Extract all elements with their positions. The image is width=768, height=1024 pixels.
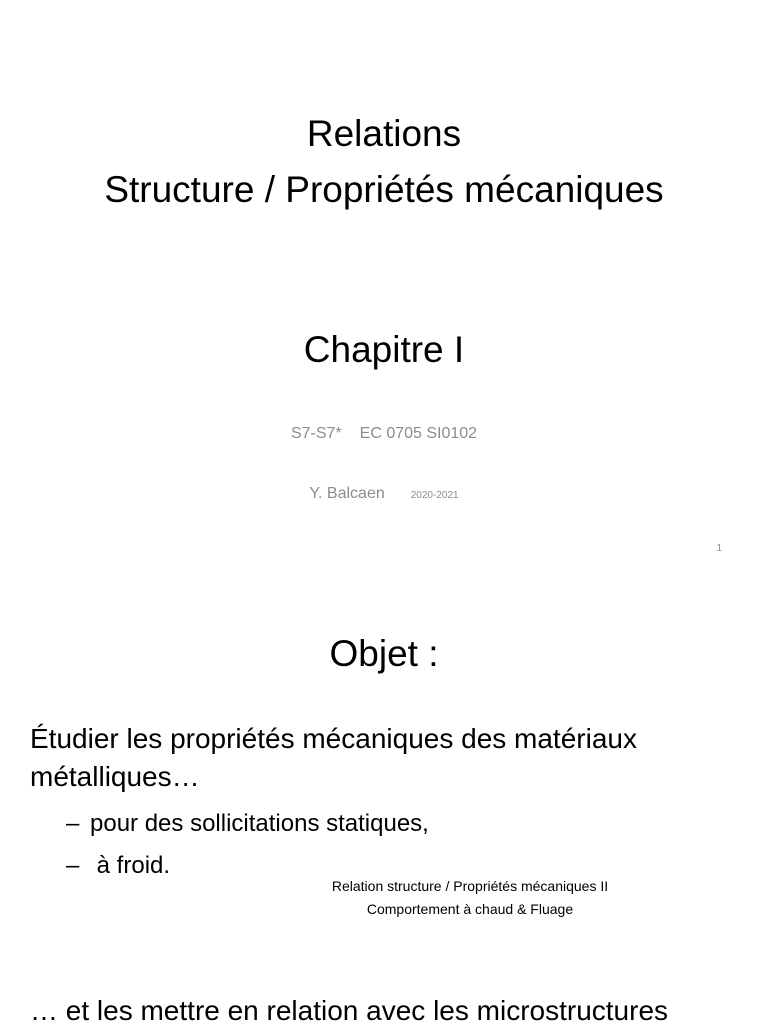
author-line	[0, 483, 768, 507]
course-code-1: S7-S7*	[290, 425, 342, 442]
slide-objet	[0, 578, 768, 1024]
course-code-2: EC 0705 SI0102	[359, 425, 478, 442]
bullet-item	[66, 808, 429, 840]
slide-title: Objet :	[329, 633, 439, 674]
related-course-caption-2: Comportement à chaud & Fluage	[366, 901, 574, 917]
bullet-text: à froid.	[90, 852, 171, 879]
course-codes	[0, 423, 768, 445]
bullet-dash: –	[66, 852, 80, 879]
author-name: Y. Balcaen	[309, 485, 385, 502]
bullet-item	[66, 850, 170, 882]
bullet-text: pour des sollicitations statiques,	[90, 810, 429, 837]
page-number: 1	[716, 543, 722, 554]
title-line-2: Structure / Propriétés mécaniques	[104, 169, 664, 210]
closing-sentence: … et les mettre en relation avec les microstructures	[30, 995, 669, 1024]
related-course-caption-1: Relation structure / Propriétés mécaniques II	[331, 878, 609, 894]
title-line-1: Relations	[306, 113, 462, 154]
academic-year: 2020-2021	[410, 490, 459, 501]
chapter-heading: Chapitre I	[303, 329, 465, 370]
main-sentence: Étudier les propriétés mécaniques des matériaux métalliques…	[30, 723, 637, 792]
bullet-dash: –	[66, 810, 80, 837]
